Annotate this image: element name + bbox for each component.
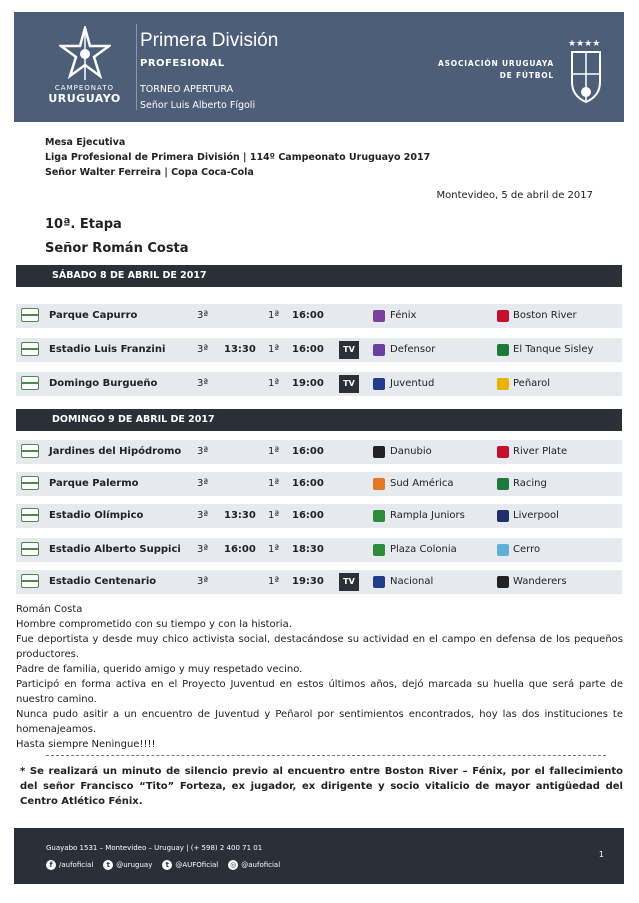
match-venue: Parque Palermo: [49, 478, 139, 489]
category-1: 1ª: [268, 478, 280, 489]
match-venue: Estadio Luis Franzini: [49, 344, 166, 355]
match-row: [16, 440, 622, 464]
match-time: 19:00: [292, 378, 324, 389]
category-3-time: 13:30: [224, 344, 256, 355]
match-time: 19:30: [292, 576, 324, 587]
social-link[interactable]: [46, 860, 93, 870]
home-team: Sud América: [390, 478, 454, 489]
category-1: 1ª: [268, 544, 280, 555]
away-team-crest-icon: [497, 310, 509, 322]
day-header: DOMINGO 9 DE ABRIL DE 2017: [16, 409, 622, 431]
match-venue: Estadio Alberto Suppici: [49, 544, 181, 555]
meta-line3: Señor Walter Ferreira | Copa Coca-Cola: [45, 167, 254, 178]
field-icon: [21, 574, 39, 588]
association-line2: DE FÚTBOL: [499, 71, 554, 80]
tv-badge: TV: [339, 573, 359, 591]
field-icon: [21, 476, 39, 490]
home-team: Juventud: [390, 378, 435, 389]
home-team: Plaza Colonia: [390, 544, 457, 555]
away-team-crest-icon: [497, 544, 509, 556]
home-team: Rampla Juniors: [390, 510, 465, 521]
category-3: 3ª: [197, 446, 209, 457]
tribute-text: [16, 602, 623, 752]
match-time: 18:30: [292, 544, 324, 555]
match-time: 16:00: [292, 478, 324, 489]
field-icon: [21, 444, 39, 458]
match-venue: Estadio Olímpico: [49, 510, 144, 521]
away-team-crest-icon: [497, 510, 509, 522]
field-icon: [21, 308, 39, 322]
match-row: [16, 304, 622, 328]
logo-line1: CAMPEONATO: [54, 84, 115, 92]
away-team: Boston River: [513, 310, 577, 321]
page-header: [14, 12, 624, 122]
category-1: 1ª: [268, 446, 280, 457]
footer-address: Guayabo 1531 – Montevideo – Uruguay | (+ 598) 2 400 71 01: [46, 844, 263, 852]
match-row: [16, 472, 622, 496]
page-title: Primera División: [140, 30, 279, 51]
category-1: 1ª: [268, 310, 280, 321]
campeonato-uruguayo-logo: [42, 26, 127, 116]
svg-text:★★★★: ★★★★: [568, 39, 601, 49]
star-logo-icon: [59, 26, 111, 82]
match-venue: Parque Capurro: [49, 310, 138, 321]
social-handle: @uruguay: [116, 861, 153, 869]
facebook-icon: f: [46, 860, 56, 870]
match-time: 16:00: [292, 310, 324, 321]
social-handle: /aufoficial: [59, 861, 94, 869]
category-1: 1ª: [268, 378, 280, 389]
category-3: 3ª: [197, 576, 209, 587]
home-team: Nacional: [390, 576, 434, 587]
away-team: El Tanque Sisley: [513, 344, 594, 355]
social-link[interactable]: [103, 860, 152, 870]
meta-line1: Mesa Ejecutiva: [45, 137, 126, 148]
away-team-crest-icon: [497, 378, 509, 390]
category-3-time: 13:30: [224, 510, 256, 521]
match-venue: Estadio Centenario: [49, 576, 157, 587]
instagram-icon: ◎: [230, 861, 237, 869]
away-team-crest-icon: [497, 576, 509, 588]
auf-crest-icon: [566, 36, 606, 106]
twitter-icon: t: [103, 860, 113, 870]
category-3: 3ª: [197, 544, 209, 555]
tribute-paragraph: Hombre comprometido con su tiempo y con la historia.: [16, 619, 292, 630]
category-1: 1ª: [268, 344, 280, 355]
away-team: Wanderers: [513, 576, 567, 587]
tribute-paragraph: Hasta siempre Neningue!!!!: [16, 739, 156, 750]
round-title: 10ª. Etapa: [45, 217, 122, 232]
match-row: [16, 504, 622, 528]
away-team-crest-icon: [497, 478, 509, 490]
twitter-icon: t: [162, 860, 172, 870]
home-team: Defensor: [390, 344, 436, 355]
away-team: Peñarol: [513, 378, 551, 389]
executive-info: [45, 135, 430, 180]
tribute-paragraph: Fue deportista y desde muy chico activista social, destacándose su actividad en el campo en defensa de los pequeños productores.: [16, 634, 623, 660]
match-time: 16:00: [292, 446, 324, 457]
category-1: 1ª: [268, 510, 280, 521]
minute-of-silence-note: * Se realizará un minuto de silencio previo al encuentro entre Boston River – Fénix, por el fallecimiento del señor Francisco “Tito” Forteza, ex jugador, ex dirigente y socio vitalicio de mayor antigüedad del Centro Atlético Fénix.: [20, 766, 623, 807]
honoree-name: Señor Román Costa: [45, 241, 189, 256]
meta-line2: Liga Profesional de Primera División | 114º Campeonato Uruguayo 2017: [45, 152, 431, 163]
social-link[interactable]: [228, 860, 280, 870]
separator-line: [46, 755, 606, 756]
tournament-name: TORNEO APERTURA: [140, 84, 234, 95]
association-name: [438, 58, 554, 82]
field-icon: [21, 376, 39, 390]
category-3: 3ª: [197, 478, 209, 489]
match-row: [16, 372, 622, 396]
tournament-tribute: Señor Luis Alberto Fígoli: [140, 100, 256, 111]
tv-badge: TV: [339, 375, 359, 393]
document-date: Montevideo, 5 de abril de 2017: [436, 190, 593, 201]
field-icon: [21, 508, 39, 522]
match-venue: Domingo Burgueño: [49, 378, 158, 389]
home-team: Danubio: [390, 446, 432, 457]
home-team-crest-icon: [373, 544, 385, 556]
day-header: SÁBADO 8 DE ABRIL DE 2017: [16, 265, 622, 287]
home-team-crest-icon: [373, 576, 385, 588]
home-team-crest-icon: [373, 310, 385, 322]
home-team-crest-icon: [373, 510, 385, 522]
page-footer: [14, 828, 624, 884]
match-venue: Jardines del Hipódromo: [49, 446, 182, 457]
social-link[interactable]: [162, 860, 218, 870]
association-line1: ASOCIACIÓN URUGUAYA: [437, 59, 554, 68]
match-time: 16:00: [292, 510, 324, 521]
away-team: River Plate: [513, 446, 568, 457]
category-3: 3ª: [197, 344, 209, 355]
social-handle: @AUFOficial: [175, 861, 219, 869]
tribute-paragraph: Román Costa: [16, 604, 83, 615]
category-3: 3ª: [197, 310, 209, 321]
home-team-crest-icon: [373, 344, 385, 356]
category-3: 3ª: [197, 378, 209, 389]
away-team-crest-icon: [497, 446, 509, 458]
home-team: Fénix: [390, 310, 417, 321]
category-1: 1ª: [268, 576, 280, 587]
match-time: 16:00: [292, 344, 324, 355]
field-icon: [21, 342, 39, 356]
home-team-crest-icon: [373, 378, 385, 390]
match-row: [16, 570, 622, 594]
away-team: Cerro: [513, 544, 541, 555]
match-row: [16, 538, 622, 562]
social-links: [46, 860, 280, 870]
home-team-crest-icon: [373, 446, 385, 458]
logo-line2: URUGUAYO: [48, 92, 121, 105]
match-row: [16, 338, 622, 362]
away-team: Liverpool: [513, 510, 559, 521]
tribute-paragraph: Participó en forma activa en el Proyecto Juventud en estos últimos años, dejó marcada su huella que será parte de nuestro camino.: [16, 679, 623, 705]
category-3-time: 16:00: [224, 544, 256, 555]
home-team-crest-icon: [373, 478, 385, 490]
header-divider: [136, 24, 137, 110]
tribute-paragraph: Nunca pudo asitir a un encuentro de Juventud y Peñarol por sentimientos encontrados, hoy las dos instituciones te homenajeamos.: [16, 709, 623, 735]
social-handle: @aufoficial: [241, 861, 281, 869]
tv-badge: TV: [339, 341, 359, 359]
field-icon: [21, 542, 39, 556]
away-team: Racing: [513, 478, 547, 489]
away-team-crest-icon: [497, 344, 509, 356]
page-subtitle: PROFESIONAL: [140, 58, 225, 69]
category-3: 3ª: [197, 510, 209, 521]
tribute-paragraph: Padre de familia, querido amigo y muy respetado vecino.: [16, 664, 303, 675]
page-number: 1: [598, 850, 604, 859]
